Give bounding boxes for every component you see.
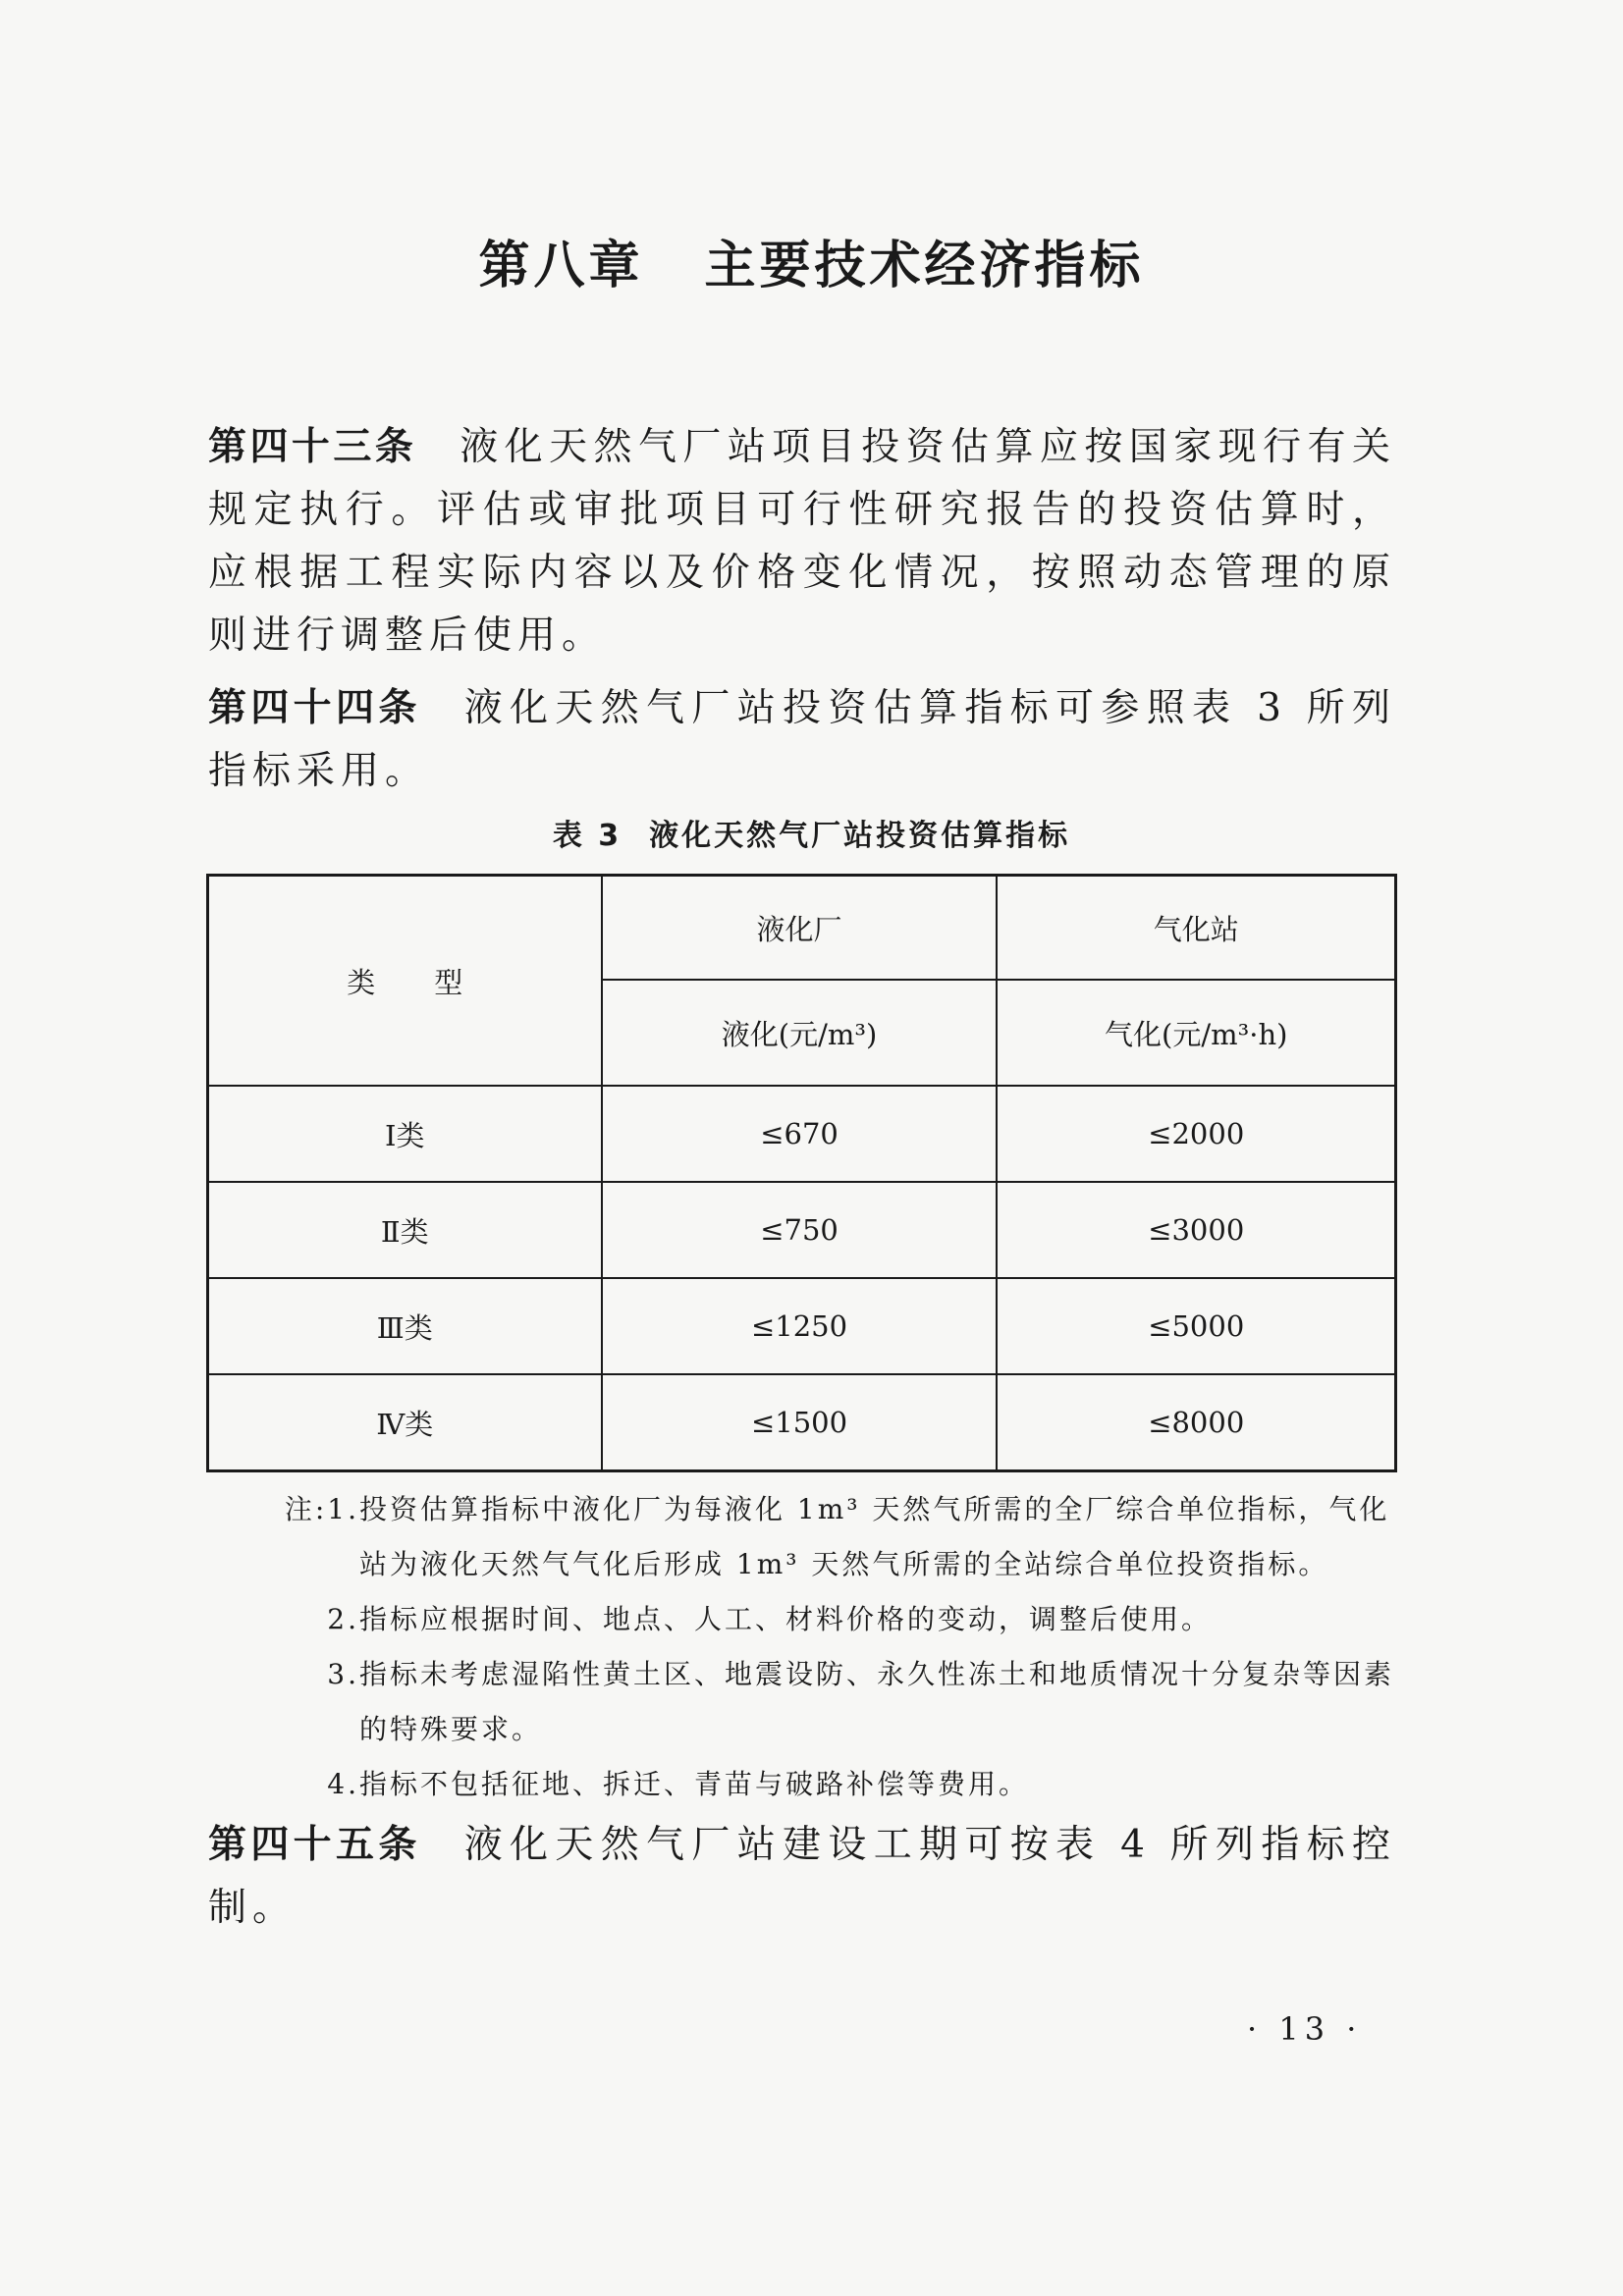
- gasification-unit: 气化(元/m³·h): [997, 980, 1395, 1086]
- liquefaction-plant-header: 液化厂: [602, 876, 998, 981]
- chapter-name: 主要技术经济指标: [704, 237, 1145, 295]
- type-cell: Ⅰ类: [208, 1086, 602, 1182]
- note-item: [265, 1647, 1394, 1757]
- gasification-cell: ≤8000: [997, 1374, 1395, 1471]
- article-45: [208, 1814, 1396, 1940]
- article-text: 液化天然气厂站投资估算指标可参照表 3 所列指标采用。: [208, 686, 1396, 793]
- note-tag: 3.: [327, 1658, 359, 1690]
- note-text: 指标不包括征地、拆迁、青苗与破路补偿等费用。: [359, 1768, 1030, 1800]
- type-header: 类型: [208, 876, 602, 1087]
- page-number: · 13 ·: [1247, 2010, 1363, 2048]
- table-notes: [265, 1482, 1394, 1812]
- note-tag: 注:1.: [284, 1493, 359, 1525]
- table-caption: [0, 811, 1623, 854]
- gasification-cell: ≤3000: [997, 1182, 1395, 1278]
- table-row: [208, 1182, 1396, 1278]
- table-row: [208, 1086, 1396, 1182]
- liquefaction-unit: 液化(元/m³): [602, 980, 998, 1086]
- article-text: 液化天然气厂站建设工期可按表 4 所列指标控制。: [208, 1823, 1396, 1930]
- type-cell: Ⅱ类: [208, 1182, 602, 1278]
- liquefaction-cell: ≤670: [602, 1086, 998, 1182]
- note-text: 指标应根据时间、地点、人工、材料价格的变动，调整后使用。: [359, 1603, 1213, 1635]
- gasification-cell: ≤5000: [997, 1278, 1395, 1374]
- note-item: [265, 1757, 1394, 1812]
- liquefaction-cell: ≤1500: [602, 1374, 998, 1471]
- article-43: [208, 416, 1396, 667]
- type-cell: Ⅲ类: [208, 1278, 602, 1374]
- article-44: [208, 677, 1396, 803]
- gasification-station-header: 气化站: [997, 876, 1395, 981]
- chapter-title: [0, 224, 1623, 297]
- table-header-row: [208, 876, 1396, 981]
- investment-table: [206, 874, 1397, 1472]
- note-item: [265, 1482, 1394, 1592]
- article-label: 第四十四条: [208, 686, 421, 730]
- liquefaction-cell: ≤1250: [602, 1278, 998, 1374]
- article-text: 液化天然气厂站项目投资估算应按国家现行有关规定执行。评估或审批项目可行性研究报告的投资估算时，应根据工程实际内容以及价格变化情况，按照动态管理的原则进行调整后使用。: [208, 425, 1396, 658]
- note-tag: 2.: [327, 1603, 359, 1635]
- gasification-cell: ≤2000: [997, 1086, 1395, 1182]
- table-number: 表 3: [552, 819, 622, 853]
- note-text: 投资估算指标中液化厂为每液化 1m³ 天然气所需的全厂综合单位指标，气化站为液化天然气气化后形成 1m³ 天然气所需的全站综合单位投资指标。: [359, 1493, 1390, 1580]
- note-tag: 4.: [327, 1768, 359, 1800]
- liquefaction-cell: ≤750: [602, 1182, 998, 1278]
- note-item: [265, 1592, 1394, 1647]
- note-text: 指标未考虑湿陷性黄土区、地震设防、永久性冻土和地质情况十分复杂等因素的特殊要求。: [359, 1658, 1395, 1745]
- article-label: 第四十五条: [208, 1823, 421, 1867]
- table-title: 液化天然气厂站投资估算指标: [649, 819, 1071, 853]
- table-row: [208, 1278, 1396, 1374]
- type-cell: Ⅳ类: [208, 1374, 602, 1471]
- article-label: 第四十三条: [208, 425, 417, 469]
- table-row: [208, 1374, 1396, 1471]
- chapter-number: 第八章: [478, 237, 644, 295]
